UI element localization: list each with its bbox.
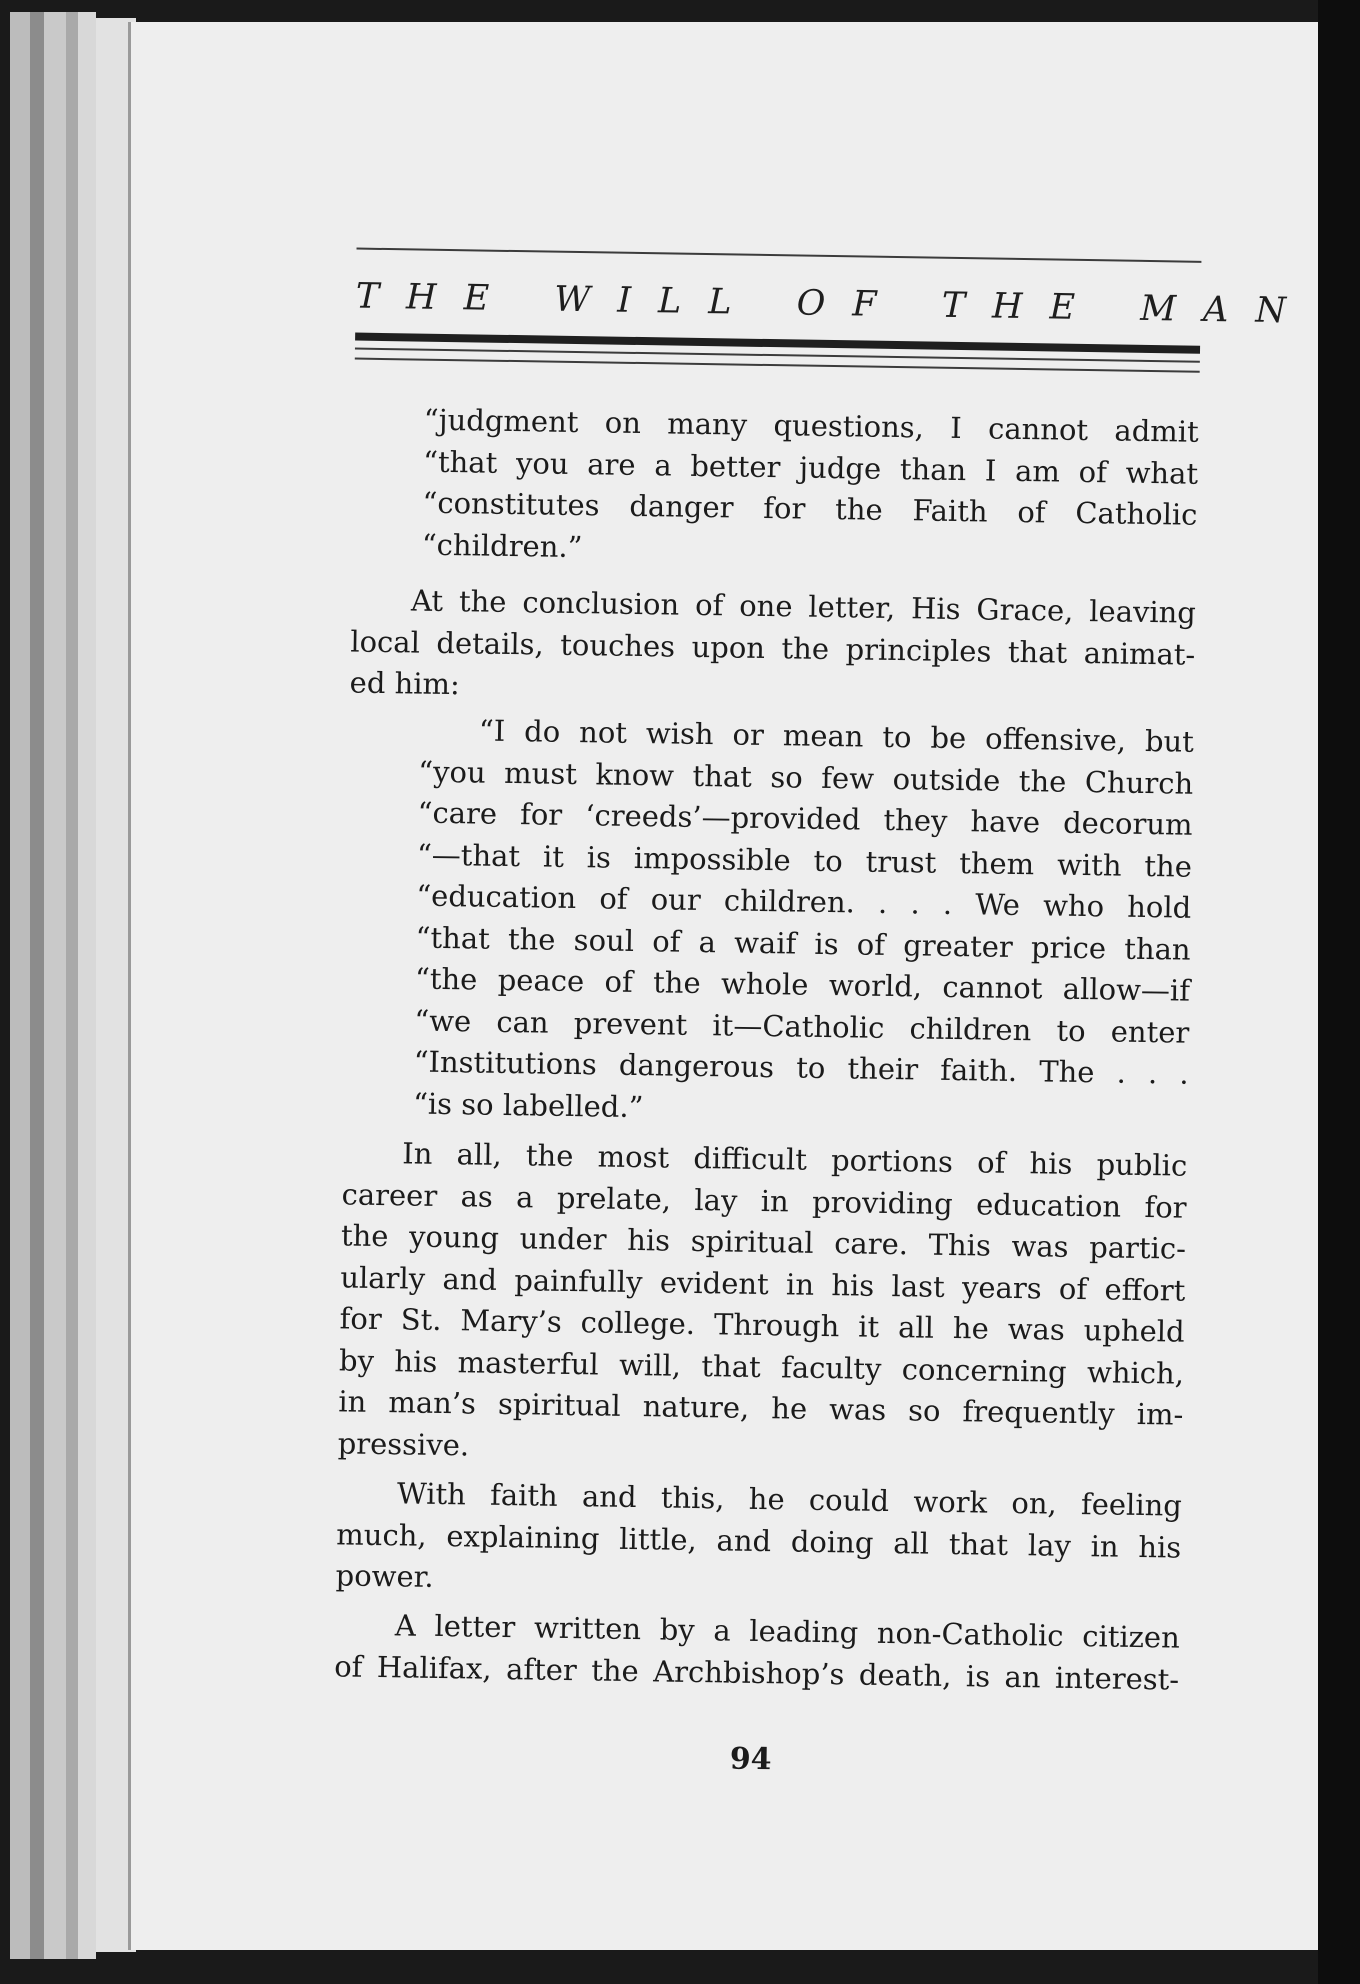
text-line: “constitutes danger for the Faith of Catholic [422, 485, 1198, 532]
page-edge [30, 12, 44, 1959]
text-line: With faith and this, he could work on, feeling [396, 1476, 1183, 1523]
text-line: “I do not wish or mean to be offensive, but [478, 713, 1195, 759]
text-line: “we can prevent it—Catholic children to enter [414, 1003, 1190, 1050]
text-line: of Halifax, after the Archbishop’s death, is an interest- [333, 1648, 1180, 1697]
text-line: In all, the most difficult portions of his public [402, 1136, 1188, 1183]
text-line: for St. Mary’s college. Through it all he was upheld [339, 1301, 1185, 1349]
running-head: THE WILL OF THE MAN [355, 276, 1314, 332]
text-line: “care for ‘creeds’—provided they have decorum [417, 795, 1193, 842]
header-rule-top [357, 248, 1202, 263]
text-line: ularly and painfully evident in his last years of effort [340, 1259, 1186, 1308]
text-line: much, explaining little, and doing all that lay in his [336, 1516, 1182, 1565]
text-line: “that the soul of a waif is of greater price than [415, 920, 1191, 967]
page-edge [66, 12, 78, 1959]
text-line: power. [335, 1558, 434, 1594]
paragraph-1 [349, 580, 1196, 718]
text-line: “—that it is impossible to trust them with the [416, 837, 1193, 884]
text-line: local details, touches upon the principles that animat- [350, 623, 1196, 672]
text-line: A letter written by a leading non-Catholic citizen [394, 1608, 1181, 1655]
text-line: “judgment on many questions, I cannot admit [423, 402, 1200, 449]
paragraph-2 [337, 1132, 1187, 1477]
paragraph-4 [334, 1604, 1180, 1700]
text-line: the young under his spiritual care. This was partic- [340, 1218, 1187, 1266]
page-number: 94 [729, 1741, 772, 1778]
book-page [128, 22, 1326, 1950]
text-line: pressive. [337, 1425, 470, 1462]
binding-shadow [1318, 0, 1360, 1984]
text-line: “you must know that so few outside the Church [418, 754, 1194, 801]
text-line: “is so labelled.” [412, 1086, 644, 1124]
text-line: “education of our children. . . . We who hold [416, 878, 1192, 925]
text-line: At the conclusion of one letter, His Grace, leaving [410, 583, 1197, 630]
page-edge [10, 12, 30, 1959]
text-line: by his masterful will, that faculty concerning which, [338, 1342, 1185, 1391]
text-line: “children.” [421, 527, 583, 564]
text-line: “the peace of the whole world, cannot allow—if [414, 961, 1191, 1008]
quote-2 [413, 710, 1194, 1137]
quote-1 [422, 400, 1200, 578]
page-content [330, 15, 1337, 1950]
text-line: career as a prelate, lay in providing education for [341, 1176, 1187, 1225]
page-edge [78, 12, 96, 1959]
page-edge [44, 12, 66, 1959]
text-line: ed him: [349, 665, 461, 702]
text-line: “that you are a better judge than I am of what [422, 444, 1199, 491]
paragraph-3 [335, 1472, 1182, 1610]
text-line: “Institutions dangerous to their faith. The . . . [413, 1044, 1189, 1091]
text-line: in man’s spiritual nature, he was so frequently im- [338, 1384, 1184, 1432]
